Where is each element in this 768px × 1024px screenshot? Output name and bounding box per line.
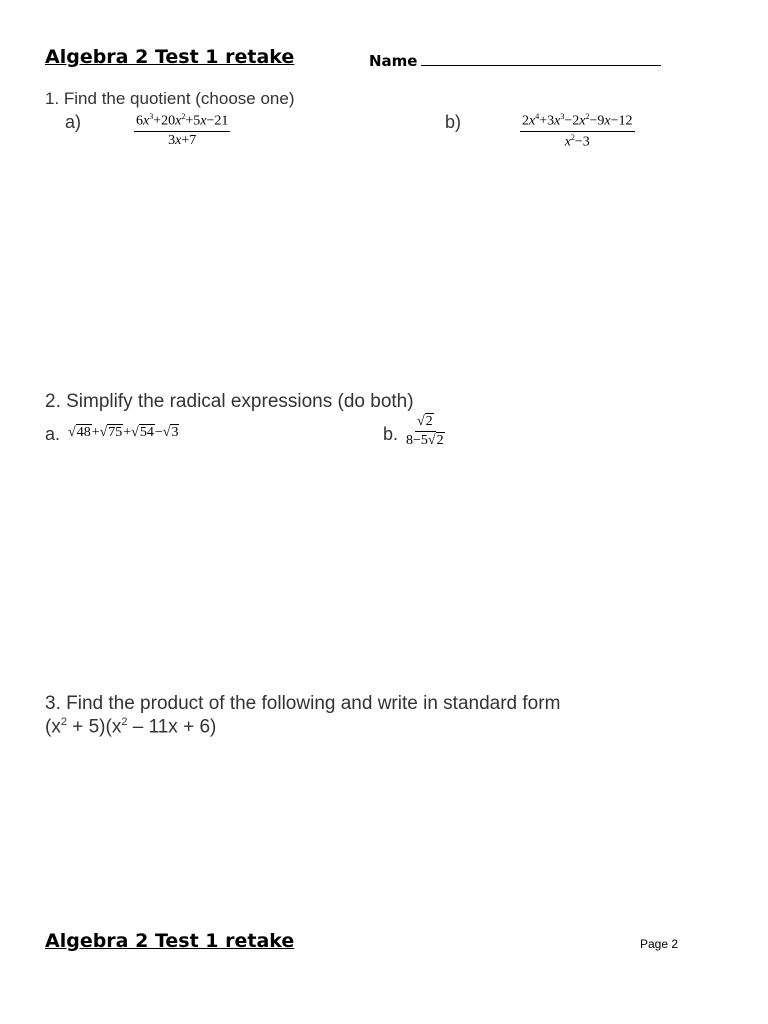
question-2a-label: a. <box>45 424 61 444</box>
question-2b-expression: $\frac{√2}{8-5√2}$ <box>406 414 444 448</box>
question-2a-expression: √48+√75+√54−√3 <box>68 425 179 440</box>
question-1b-label: b) <box>445 112 462 132</box>
question-3-expression: $(x^2 + 5)(x^2 - 11x + 6)$ <box>45 716 217 738</box>
question-1a-expression: $\frac{6x^3+20x^2+5x-21}{3x+7}$ <box>136 112 229 148</box>
page-number: Page 2 <box>640 937 679 951</box>
question-2b-label: b. <box>383 424 399 444</box>
question-1a-label: a) <box>65 112 82 132</box>
question-3-prompt: 3. Find the product of the following and write in standard form <box>45 693 561 714</box>
question-2-prompt: 2. Simplify the radical expressions (do both) <box>45 391 414 412</box>
name-blank-line[interactable] <box>421 51 661 66</box>
question-1b-expression: $\frac{2x^4+3x^3-2x^2-9x-12}{x^2-3}$ <box>522 112 633 150</box>
page-2-title: Algebra 2 Test 1 retake <box>45 930 295 952</box>
name-field <box>369 51 661 70</box>
page-title: Algebra 2 Test 1 retake <box>45 46 295 68</box>
name-label: Name <box>369 52 418 70</box>
question-1-prompt: 1. Find the quotient (choose one) <box>45 89 295 108</box>
